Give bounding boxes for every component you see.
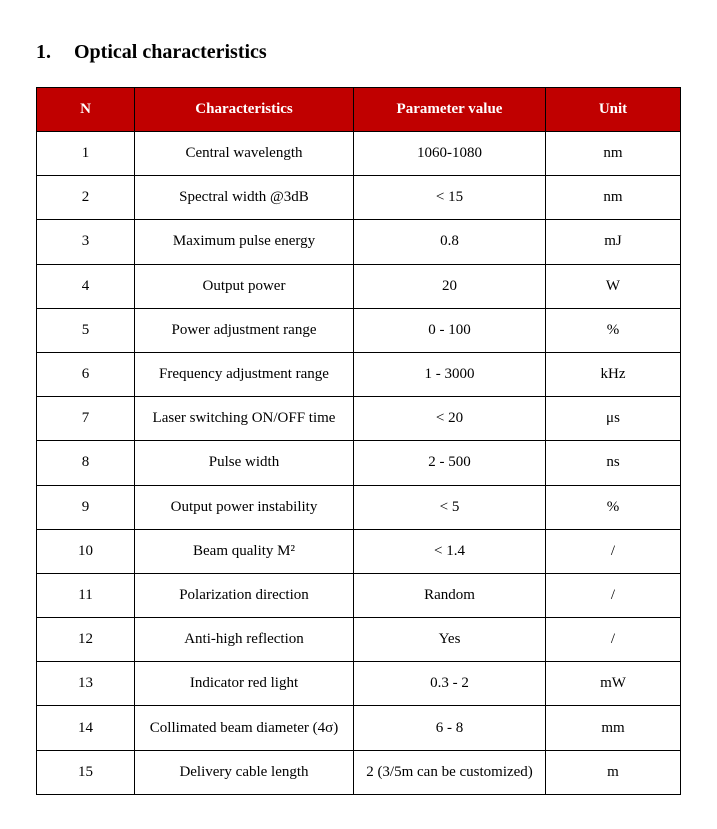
unit-cell: kHz [546, 352, 681, 396]
table-row [37, 750, 681, 794]
parameter-value-cell: 2 (3/5m can be customized) [354, 750, 546, 794]
table-row [37, 573, 681, 617]
optical-characteristics-table [36, 87, 681, 795]
table-row [37, 308, 681, 352]
row-number-cell: 6 [37, 352, 135, 396]
characteristic-cell: Anti-high reflection [135, 618, 354, 662]
unit-cell: % [546, 308, 681, 352]
unit-cell: ns [546, 441, 681, 485]
row-number-cell: 9 [37, 485, 135, 529]
row-number-cell: 12 [37, 618, 135, 662]
unit-cell: W [546, 264, 681, 308]
unit-cell: mW [546, 662, 681, 706]
table-row [37, 176, 681, 220]
characteristic-cell: Pulse width [135, 441, 354, 485]
parameter-value-cell: < 5 [354, 485, 546, 529]
parameter-value-cell: < 15 [354, 176, 546, 220]
row-number-cell: 7 [37, 397, 135, 441]
row-number-cell: 15 [37, 750, 135, 794]
parameter-value-cell: 2 - 500 [354, 441, 546, 485]
parameter-value-cell: Yes [354, 618, 546, 662]
parameter-value-cell: 1 - 3000 [354, 352, 546, 396]
unit-cell: mJ [546, 220, 681, 264]
characteristic-cell: Indicator red light [135, 662, 354, 706]
unit-cell: nm [546, 176, 681, 220]
table-row [37, 397, 681, 441]
unit-cell: / [546, 573, 681, 617]
unit-cell: / [546, 529, 681, 573]
parameter-value-cell: 0.8 [354, 220, 546, 264]
parameter-value-cell: 1060-1080 [354, 132, 546, 176]
table-row [37, 529, 681, 573]
characteristic-cell: Central wavelength [135, 132, 354, 176]
section-heading [36, 38, 267, 66]
column-header-unit: Unit [546, 88, 681, 132]
characteristic-cell: Output power instability [135, 485, 354, 529]
row-number-cell: 8 [37, 441, 135, 485]
row-number-cell: 2 [37, 176, 135, 220]
parameter-value-cell: 20 [354, 264, 546, 308]
table-row [37, 441, 681, 485]
table-row [37, 352, 681, 396]
table-header-row [37, 88, 681, 132]
column-header-parameter-value: Parameter value [354, 88, 546, 132]
section-number: 1. [36, 40, 51, 63]
characteristic-cell: Delivery cable length [135, 750, 354, 794]
parameter-value-cell: Random [354, 573, 546, 617]
table-row [37, 706, 681, 750]
characteristic-cell: Collimated beam diameter (4σ) [135, 706, 354, 750]
unit-cell: μs [546, 397, 681, 441]
parameter-value-cell: 6 - 8 [354, 706, 546, 750]
row-number-cell: 3 [37, 220, 135, 264]
unit-cell: nm [546, 132, 681, 176]
characteristic-cell: Polarization direction [135, 573, 354, 617]
unit-cell: m [546, 750, 681, 794]
unit-cell: / [546, 618, 681, 662]
characteristic-cell: Power adjustment range [135, 308, 354, 352]
table-row [37, 264, 681, 308]
row-number-cell: 1 [37, 132, 135, 176]
row-number-cell: 10 [37, 529, 135, 573]
parameter-value-cell: 0 - 100 [354, 308, 546, 352]
parameter-value-cell: < 1.4 [354, 529, 546, 573]
unit-cell: % [546, 485, 681, 529]
characteristic-cell: Laser switching ON/OFF time [135, 397, 354, 441]
row-number-cell: 4 [37, 264, 135, 308]
characteristic-cell: Beam quality M² [135, 529, 354, 573]
table-row [37, 662, 681, 706]
unit-cell: mm [546, 706, 681, 750]
table-row [37, 618, 681, 662]
row-number-cell: 11 [37, 573, 135, 617]
row-number-cell: 5 [37, 308, 135, 352]
table-body [37, 132, 681, 795]
parameter-value-cell: < 20 [354, 397, 546, 441]
characteristic-cell: Frequency adjustment range [135, 352, 354, 396]
table-row [37, 132, 681, 176]
column-header-n: N [37, 88, 135, 132]
parameter-value-cell: 0.3 - 2 [354, 662, 546, 706]
characteristic-cell: Maximum pulse energy [135, 220, 354, 264]
characteristic-cell: Output power [135, 264, 354, 308]
section-title: Optical characteristics [74, 40, 267, 63]
row-number-cell: 14 [37, 706, 135, 750]
characteristic-cell: Spectral width @3dB [135, 176, 354, 220]
table-row [37, 485, 681, 529]
column-header-characteristics: Characteristics [135, 88, 354, 132]
table-row [37, 220, 681, 264]
row-number-cell: 13 [37, 662, 135, 706]
